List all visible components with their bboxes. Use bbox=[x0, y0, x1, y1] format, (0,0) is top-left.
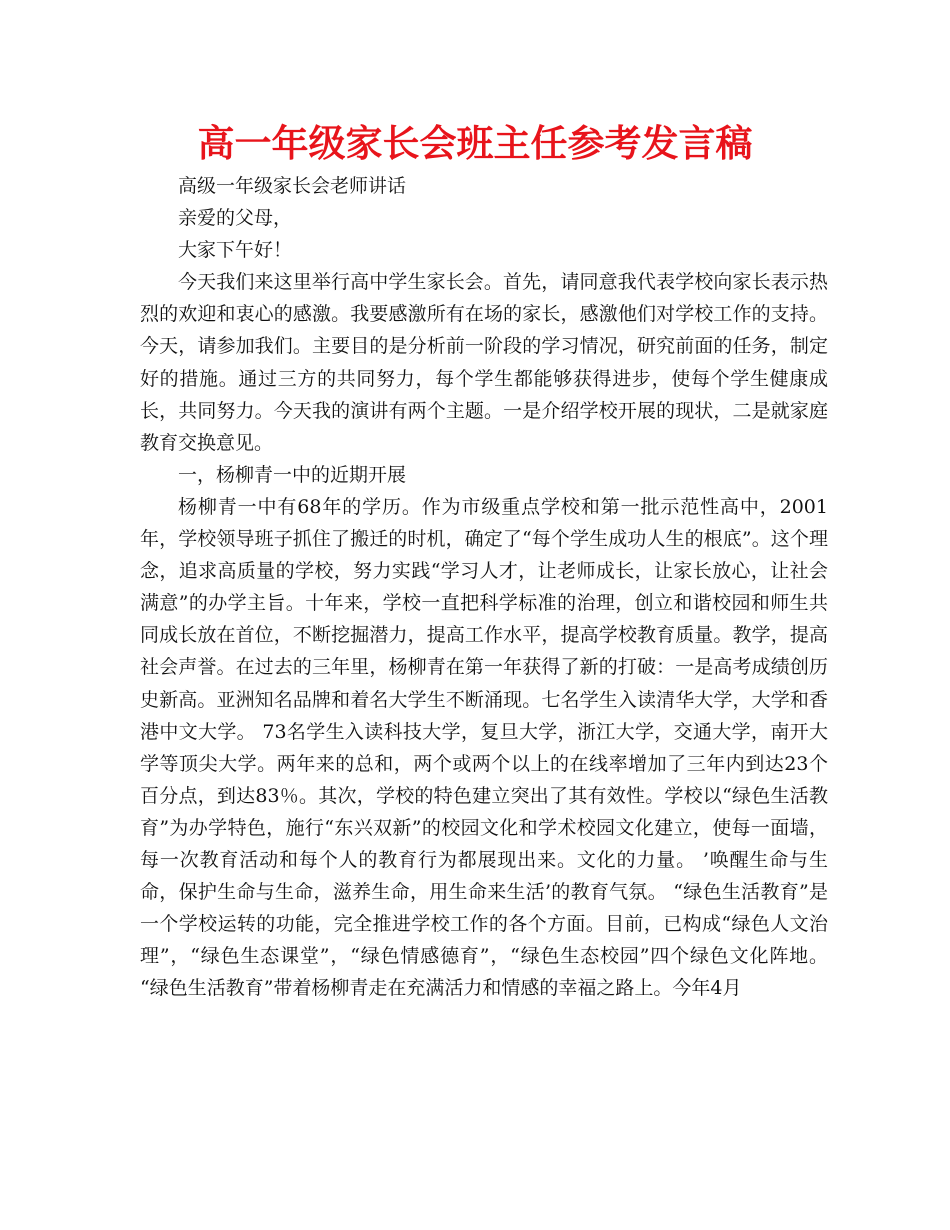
paragraph-heading: 高级一年级家长会老师讲话 bbox=[178, 175, 407, 197]
document-title: 高一年级家长会班主任参考发言稿 bbox=[197, 122, 753, 165]
document-body bbox=[140, 170, 828, 1004]
section-heading-1: 一，杨柳青一中的近期开展 bbox=[178, 463, 407, 486]
paragraph-introduction: 今天我们来这里举行高中学生家长会。首先，请同意我代表学校向家长表示热烈的欢迎和衷心的感激。我要感激所有在场的家长，感激他们对学校工作的支持。今天，请参加我们。主要目的是分析前一阶段的学习情况，研究前面的任务，制定好的措施。通过三方的共同努力，每个学生都能够获得进步，使每个学生健康成长，共同努力。今天我的演讲有两个主题。一是介绍学校开展的现状，二是就家庭教育交换意见。 bbox=[140, 271, 828, 454]
paragraph-salutation: 亲爱的父母， bbox=[178, 207, 293, 230]
paragraph-greeting: 大家下午好！ bbox=[178, 239, 293, 262]
paragraph-school-development: 杨柳青一中有68年的学历。作为市级重点学校和第一批示范性高中，2001年，学校领导班子抓住了搬迁的时机，确定了“每个学生成功人生的根底”。这个理念，追求高质量的学校，努力实践“学习人才，让老师成长，让家长放心，让社会满意”的办学主旨。十年来，学校一直把科学标准的治理，创立和谐校园和师生共同成长放在首位，不断挖掘潜力，提高工作水平，提高学校教育质量。教学，提高社会声誉。在过去的三年里，杨柳青在第一年获得了新的打破：一是高考成绩创历史新高。亚洲知名品牌和着名大学生不断涌现。七名学生入读清华大学，大学和香港中文大学。 73名学生入读科技大学，复旦大学，浙江大学，交通大学，南开大学等顶尖大学。两年来的总和，两个或两个以上的在线率增加了三年内到达23个百分点，到达83％。其次，学校的特色建立突出了其有效性。学校以“绿色生活教育”为办学特色，施行“东兴双新”的校园文化和学术校园文化建立，使每一面墙，每一次教育活动和每个人的教育行为都展现出来。文化的力量。 ’唤醒生命与生命，保护生命与生命，滋养生命，用生命来生活’的教育气氛。 “绿色生活教育”是一个学校运转的功能，完全推进学校工作的各个方面。目前，已构成“绿色人文治理”，“绿色生态课堂”，“绿色情感德育”，“绿色生态校园”四个绿色文化阵地。 “绿色生活教育”带着杨柳青走在充满活力和情感的幸福之路上。今年4月 bbox=[140, 495, 828, 1000]
